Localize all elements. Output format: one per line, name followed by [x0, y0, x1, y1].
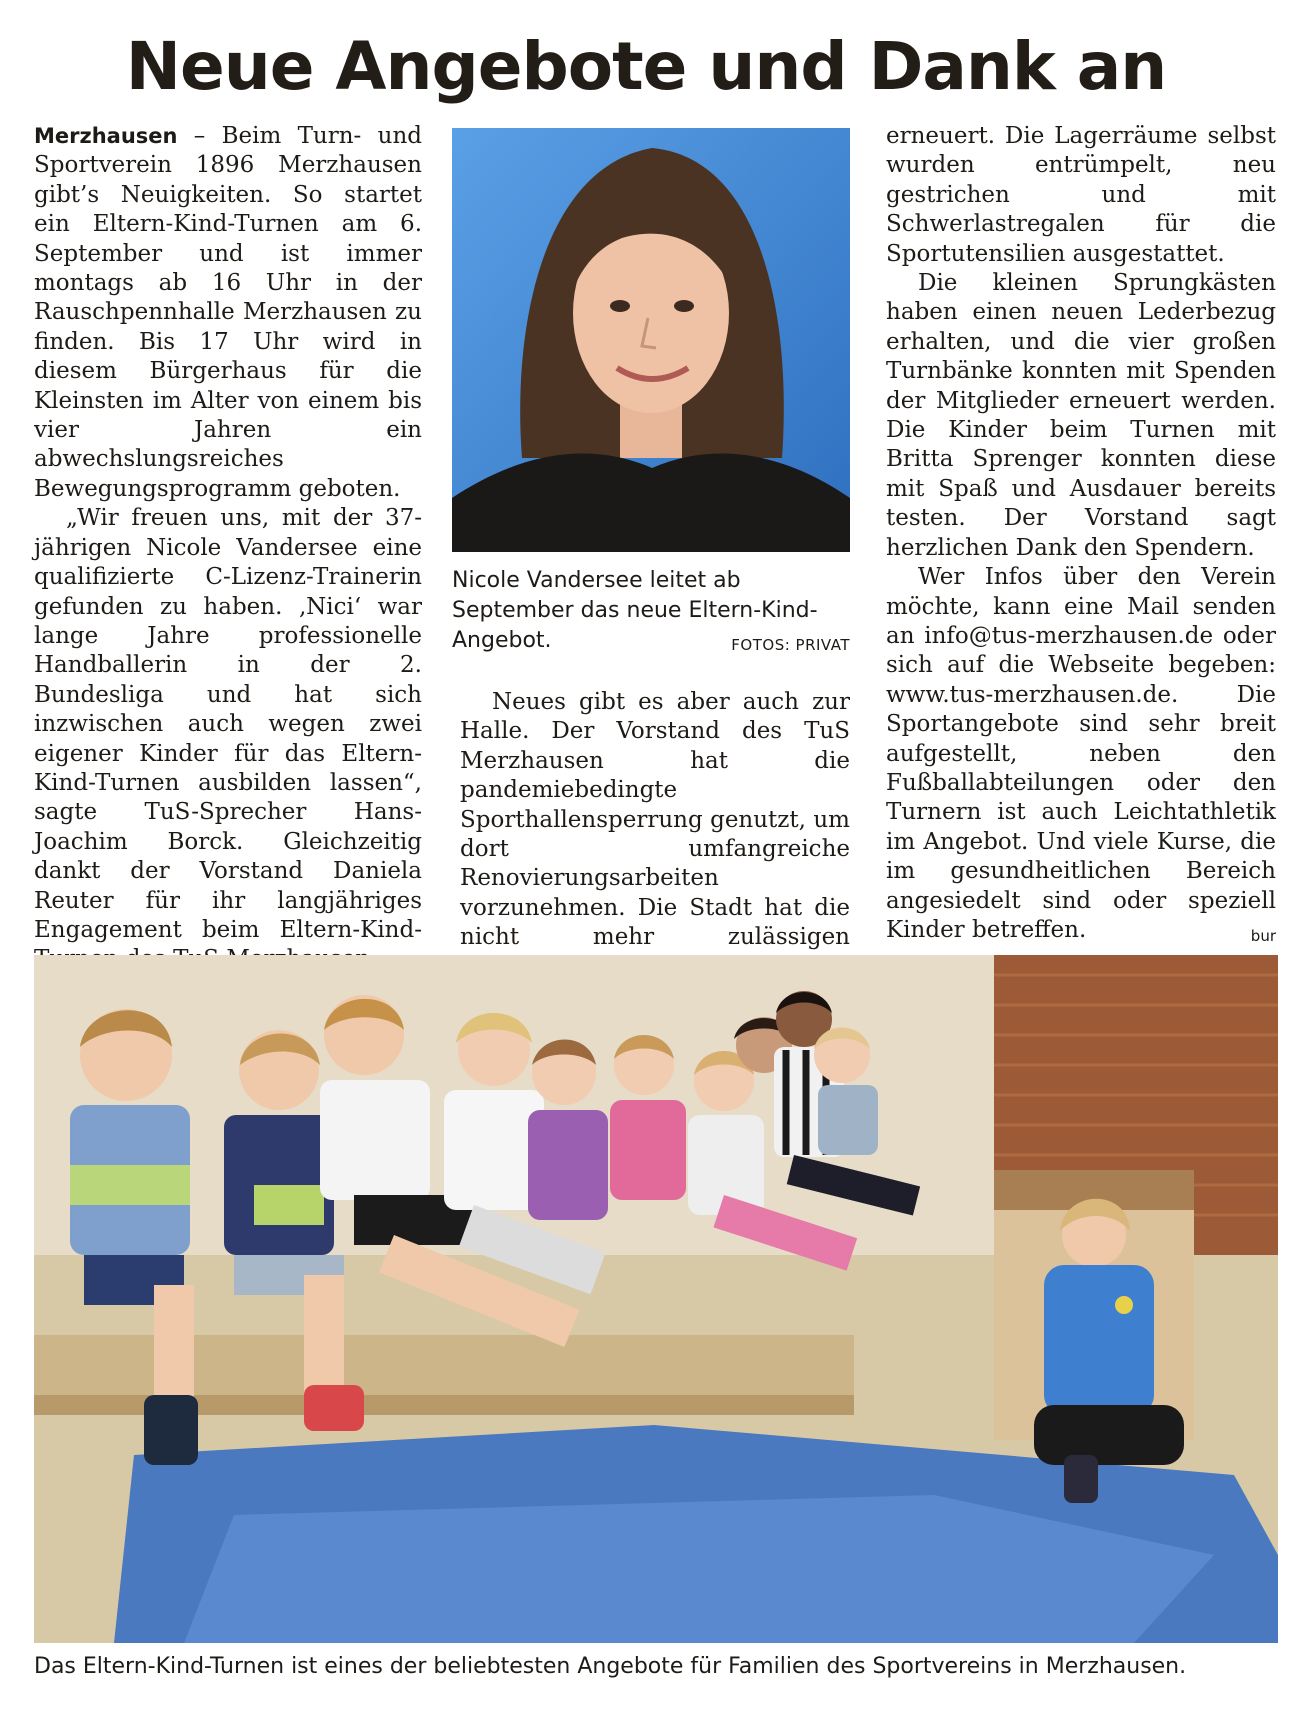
paragraph-text: – Beim Turn- und Sportverein 1896 Merzhausen gibt’s Neuigkeiten. So startet ein Eltern-Kind-Turnen am 6. September und ist immer montags ab 16 Uhr in der Rauschpennhalle Merzhausen zu finden. Bis 17 Uhr wird in diesem Bürgerhaus für die Kleinsten im Alter von einem bis vier Jahren ein abwechslungsreiches Bewegungsprogramm geboten. [34, 123, 422, 502]
article-paragraph: „Wir freuen uns, mit der 37-jährigen Nicole Vandersee eine qualifizierte C-Lizenz-Trainerin gefunden zu haben. ‚Nici‘ war lange Jahre professionelle Handballerin in der 2. Bundesliga und hat sich inzwischen auch wegen zwei eigener Kinder für das Eltern-Kind-Turnen ausbilden lassen“, sagte TuS-Sprecher Hans-Joachim Borck. Gleichzeitig dankt der Vorstand Daniela Reuter für ihr langjähriges Engagement beim Eltern-Kind- [34, 505, 422, 943]
article-paragraph: Die kleinen Sprungkästen haben einen neuen Lederbezug erhalten, und die vier großen Turnbänke konnten mit Spenden der Mitglieder erneuert werden. Die Kinder beim Turnen mit Britta Sprenger konnten diese mit Spaß und Ausdauer bereits testen. Der Vorstand sagt herzlichen Dank den Spendern. [886, 270, 1276, 561]
article-column-1 [34, 122, 422, 975]
article-paragraph [886, 563, 1276, 945]
photo-credit: FOTOS: PRIVAT [731, 636, 850, 654]
portrait-caption-text: Nicole Vandersee leitet ab September das neue Eltern-Kind-Angebot. [452, 568, 818, 653]
dateline: Merzhausen [34, 124, 178, 148]
group-photo [34, 955, 1278, 1643]
group-caption: Das Eltern-Kind-Turnen ist eines der beliebtesten Angebote für Familien des Sportvereins in Merzhausen. [34, 1654, 1187, 1679]
portrait-illustration [452, 128, 850, 552]
portrait-photo [452, 128, 850, 552]
author-signature: bur [1250, 926, 1276, 945]
portrait-caption [452, 566, 850, 660]
article-paragraph: erneuert. Die Lagerräume selbst wurden entrümpelt, neu gestrichen und mit Schwerlastregalen für die Sportutensilien ausgestattet. [886, 123, 1276, 267]
paragraph-text: Wer Infos über den Verein möchte, kann eine Mail senden an info@tus-merzhausen.de oder sich auf die Webseite begeben: www.tus-merzhausen.de. Die Sportangebote sind sehr breit aufgestellt, neben den Fußballabteilungen oder den Turnern ist auch Leichtathletik im Angebot. Und viele Kurse, die im gesundheitlichen Bereich angesiedelt sind oder speziell Kinder betreffen. [886, 564, 1276, 943]
headline: Neue Angebote und Dank an [125, 28, 1167, 105]
article-column-3 [886, 122, 1276, 951]
article-paragraph: Neues gibt es aber auch zur Halle. Der Vorstand des TuS Merzhausen hat die pandemiebedingte Sporthallensperrung genutzt, um dort umfangreiche Renovierungsarbeiten vorzunehmen. Die Stadt hat die nicht mehr zulässigen [460, 689, 850, 951]
group-illustration [34, 955, 1278, 1643]
article-paragraph [34, 122, 422, 504]
